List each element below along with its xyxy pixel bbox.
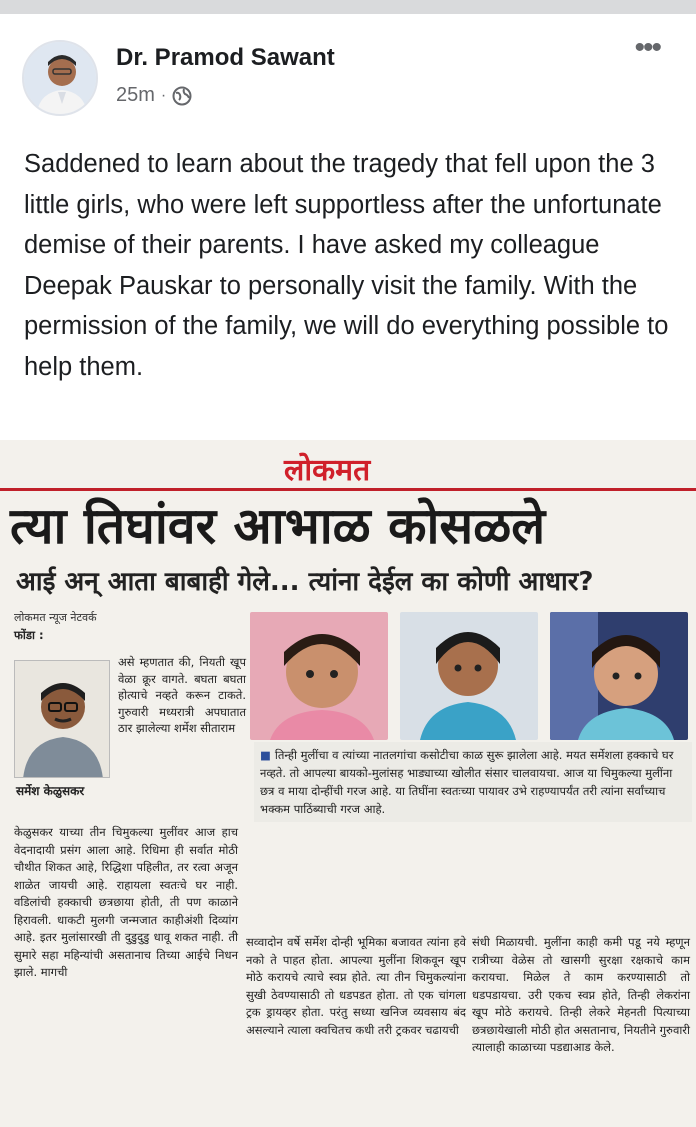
article-column-2: सव्वादोन वर्षे सर्मेश दोन्ही भूमिका बजावत त्यांना हवे नको ते पाहत होता. आपल्या मुलींना शिकवून खूप मोठे करायचे त्याचे स्वप्न होते. त्या तीन चिमुकल्यांना सुखी ठेवण्यासाठी तो धडपडत होता. तो एक चांगला ट्रक ड्रायव्हर होता. परंतु सध्या खनिज व्यवसाय बंद असल्याने त्याला क्वचितच कधी तरी ट्रकवर चढायची [246, 935, 466, 1037]
top-strip [0, 0, 696, 14]
more-options-button[interactable]: ••• [634, 31, 660, 64]
globe-icon [172, 86, 192, 106]
newspaper-masthead: लोकमत [284, 453, 371, 488]
meta-separator: · [160, 86, 167, 104]
dateline: फोंडा : [14, 627, 44, 642]
caption-bullet-icon: ■ [260, 748, 275, 762]
reporter-caption: सर्मेश केळुसकर [16, 784, 85, 798]
photo-caption [254, 742, 692, 822]
girl-portrait-icon [550, 612, 688, 740]
photo-caption-text: तिन्ही मुलींचा व त्यांच्या नातलगांचा कसोटीचा काळ सुरू झालेला आहे. मयत सर्मेशला हक्काचे घर नव्हते. तो आपल्या बायको-मुलांसह भाड्याच्या खोलीत संसार चालवायचा. आज या चिमुकल्या मुलींना छत्र व माया दोन्हींची गरज आहे. या तिघींना स्वतःच्या पायावर उभे राहण्यापर्यंत तरी त्यांना सर्वांच्याच भक्कम पाठिंब्याची गरज आहे. [260, 748, 674, 816]
newspaper-subhead: आई अन् आता बाबाही गेले... त्यांना देईल का कोणी आधार? [16, 567, 594, 597]
masthead-rule [0, 488, 696, 491]
article-column-1: केळुसकर याच्या तीन चिमुकल्या मुलींवर आज हाच वेदनादायी प्रसंग आला आहे. रिधिमा ही सर्वात मोठी चौथीत शिकत आहे, रिद्धिशा पहिलीत, तर रत्वा अजून शाळेत जायची आहे. राहायला स्वतःचे घर नाही. वडिलांची हक्काची छत्रछाया होती, ती पण काळाने हिरावली. धाकटी मुलगी जन्मजात काहीअंशी दिव्यांग आहे. इतर मुलांसारखी ती दुडुदुडु धावू शकत नाही. तीे सुमारे सहा महिन्यांची असतानाच तिच्या आईचे निधन झाले. मागची [14, 825, 238, 979]
author-name[interactable]: Dr. Pramod Sawant [116, 44, 335, 71]
post-text: Saddened to learn about the tragedy that fell upon the 3 little girls, who were left supportless after the unfortunate demise of their parents. I have asked my colleague Deepak Pauskar to personally visit the family. With the permission of the family, we will do everything possible to help them. [24, 150, 669, 381]
byline: लोकमत न्यूज नेटवर्क [14, 611, 97, 624]
reporter-photo [14, 660, 110, 778]
girl-photo-3 [550, 612, 688, 740]
girl-photo-2 [400, 612, 538, 740]
post-time[interactable]: 25m [116, 84, 155, 106]
lead-paragraph: असे म्हणतात की, नियती खूप वेळा क्रूर वागते. बघता बघता होत्याचे नव्हते करून टाकते. गुरुवारी मध्यरात्री अपघातात ठार झालेल्या शर्मेश सीताराम [118, 655, 246, 735]
girls-photos [250, 612, 690, 740]
newspaper-headline: त्या तिघांवर आभाळ कोसळले [10, 497, 546, 555]
girl-portrait-icon [400, 612, 538, 740]
reporter-portrait-icon [15, 661, 110, 778]
newspaper-clipping [0, 440, 696, 1127]
girl-photo-1 [250, 612, 388, 740]
girl-portrait-icon [250, 612, 388, 740]
article-column-3: संधी मिळायची. मुलींना काही कमी पडू नये म्हणून रात्रीच्या वेळेस तो खासगी सुरक्षा रक्षकाचे काम करायचा. मिळेल ते काम करण्यासाठी तो धडपडायचा. उरी एकच स्वप्न होते, तिन्ही लेकरांना खूप मोठे करायचे. तिन्ही लेकरे मेहनती पित्याच्या छत्रछायेखाली मोठी होत असतानाच, नियतीने गुरुवारी त्यालाही काळाच्या पडद्याआड केले. [472, 935, 690, 1054]
author-avatar[interactable] [22, 40, 98, 116]
avatar-icon [24, 42, 98, 116]
byline-block [14, 610, 244, 643]
post-meta [116, 84, 192, 107]
post-header [0, 14, 696, 124]
